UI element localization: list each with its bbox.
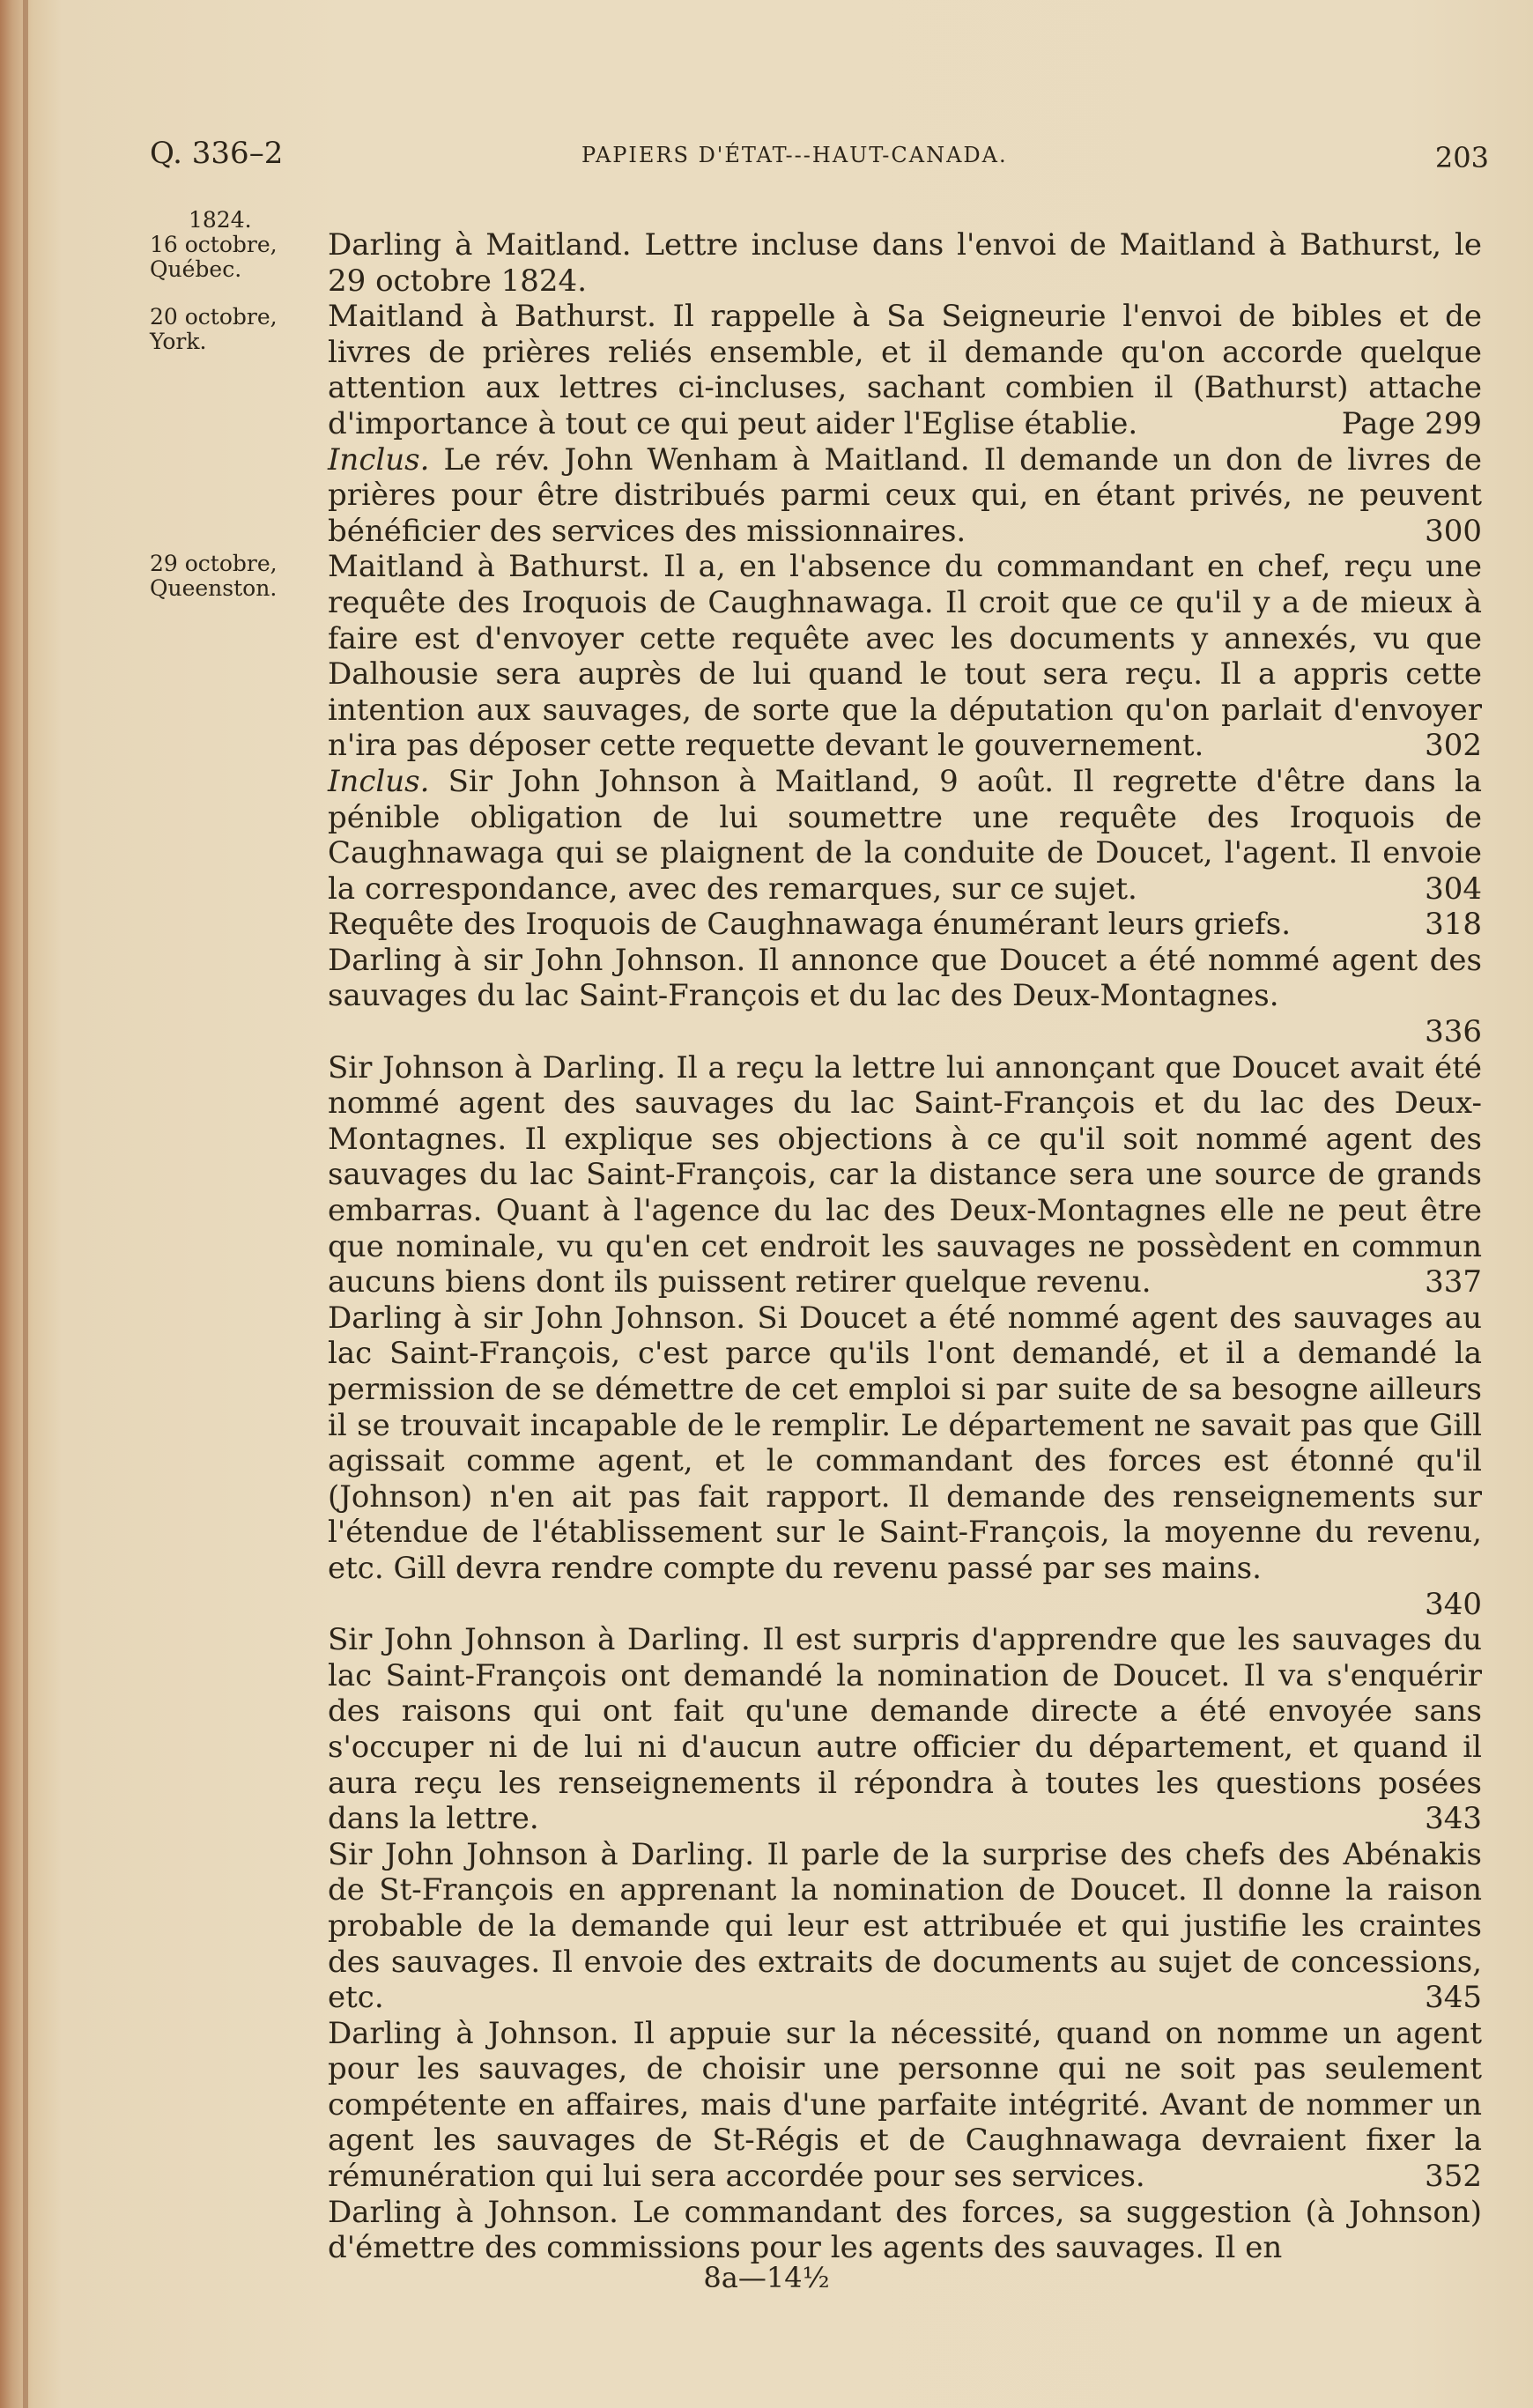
entry-text: Maitland à Bathurst. Il rappelle à Sa Seigneurie l'envoi de bibles et de livres de prières reliés ensemble, et il demande qu'on accorde quelque attention aux lettres ci-incluses, sachant combien il (Bathurst) attache d'importance à tout ce qui peut aider l'Eglise établie.: [328, 299, 1482, 441]
calendar-entry: [328, 1050, 1482, 1300]
entry-text: Maitland à Bathurst. Il a, en l'absence du commandant en chef, reçu une requête des Iroquois de Caughnawaga. Il croit que ce qu'il y a de mieux à faire est d'envoyer cette requête avec les documents y annexés, vu que Dalhousie sera auprès de lui quand le tout sera reçu. Il a appris cette intention aux sauvages, de sorte que la députation qu'on parlait d'envoyer n'ira pas déposer cette requette devant le gouvernement.: [328, 549, 1482, 764]
entry-page: 343: [1425, 1801, 1482, 1837]
calendar-entry: [328, 2195, 1482, 2266]
margin-note: [150, 305, 317, 354]
entry-text: Requête des Iroquois de Caughnawaga énumérant leurs griefs.: [328, 907, 1291, 943]
margin-date: 20 octobre,: [150, 304, 278, 330]
entry-label: Inclus.: [328, 763, 430, 799]
calendar-entry: [328, 907, 1482, 943]
document-body: [328, 227, 1482, 2266]
entry-page: 352: [1425, 2159, 1482, 2195]
entry-text: Darling à Maitland. Lettre incluse dans l'envoi de Maitland à Bathurst, le 29 octobre 1824.: [328, 227, 1482, 299]
calendar-entry: [328, 227, 1482, 299]
entry-text: Darling à sir John Johnson. Il annonce que Doucet a été nommé agent des sauvages du lac Saint-François et du lac des Deux-Montagnes.: [328, 942, 1482, 1014]
page-header: [150, 132, 1489, 176]
margin-year: 1824.: [189, 207, 252, 233]
calendar-entry: [328, 442, 1482, 550]
binding-spine: [23, 0, 28, 2408]
margin-note: [150, 552, 317, 601]
calendar-entry: [328, 764, 1482, 907]
entry-text: Sir John Johnson à Darling. Il est surpris d'apprendre que les sauvages du lac Saint-François ont demandé la nomination de Doucet. Il va s'enquérir des raisons qui ont fait qu'une demande directe a été envoyée sans s'occuper ni de lui ni d'aucun autre officier du département, et quand il aura reçu les renseignements il répondra à toutes les questions posées dans la lettre.: [328, 1622, 1482, 1837]
calendar-entry: [328, 1300, 1482, 1587]
entry-page: 340: [1425, 1586, 1482, 1622]
entry-page: 304: [1425, 871, 1482, 907]
margin-date: 16 octobre,: [150, 232, 278, 257]
page-number: 203: [1434, 141, 1489, 174]
entry-page: 337: [1425, 1264, 1482, 1300]
entry-page: 345: [1425, 1980, 1482, 2016]
running-title: PAPIERS D'ÉTAT---HAUT-CANADA.: [581, 143, 1008, 167]
entry-text: Le rév. John Wenham à Maitland. Il demande un don de livres de prières pour être distribués parmi ceux qui, en étant privés, ne peuvent bénéficier des services des missionnaires.: [328, 441, 1482, 549]
entry-text: Darling à Johnson. Le commandant des forces, sa suggestion (à Johnson) d'émettre des commissions pour les agents des sauvages. Il en: [328, 2194, 1482, 2266]
calendar-entry: [328, 1837, 1482, 2016]
calendar-entry: [328, 2016, 1482, 2195]
entry-text: Sir Johnson à Darling. Il a reçu la lettre lui annonçant que Doucet avait été nommé agent des sauvages du lac Saint-François et du lac des Deux-Montagnes. Il explique ses objections à ce qu'il soit nommé agent des sauvages du lac Saint-François, car la distance sera une source de grands embarras. Quant à l'agence du lac des Deux-Montagnes elle ne peut être que nominale, vu qu'en cet endroit les sauvages ne possèdent en commun aucuns biens dont ils puissent retirer quelque revenu.: [328, 1049, 1482, 1300]
entry-page: 300: [1425, 513, 1482, 549]
margin-place: Queenston.: [150, 575, 278, 601]
entry-text: Sir John Johnson à Darling. Il parle de la surprise des chefs des Abénakis de St-François en apprenant la nomination de Doucet. Il donne la raison probable de la demande qui leur est attribuée et qui justifie les craintes des sauvages. Il envoie des extraits de documents au sujet de concessions, etc.: [328, 1836, 1482, 2016]
entry-page: 302: [1425, 728, 1482, 764]
margin-date: 29 octobre,: [150, 551, 278, 576]
calendar-entry: [328, 943, 1482, 1014]
entry-text: Sir John Johnson à Maitland, 9 août. Il regrette d'être dans la pénible obligation de lui soumettre une requête des Iroquois de Caughnawaga qui se plaignent de la conduite de Doucet, l'agent. Il envoie la correspondance, avec des remarques, sur ce sujet.: [328, 763, 1483, 907]
entry-text: Darling à sir John Johnson. Si Doucet a été nommé agent des sauvages au lac Saint-François, c'est parce qu'ils l'ont demandé, et il a demandé la permission de se démettre de cet emploi si par suite de sa besogne ailleurs il se trouvait incapable de le remplir. Le département ne savait pas que Gill agissait comme agent, et le commandant des forces est étonné qu'il (Johnson) n'en ait pas fait rapport. Il demande des renseignements sur l'étendue de l'établissement sur le Saint-François, la moyenne du revenu, etc. Gill devra rendre compte du revenu passé par ses mains.: [328, 1300, 1482, 1586]
entry-label: Inclus.: [328, 441, 430, 478]
entry-text: Darling à Johnson. Il appuie sur la nécessité, quand on nomme un agent pour les sauvages, de choisir une personne qui ne soit pas seulement compétente en affaires, mais d'une parfaite intégrité. Avant de nommer un agent les sauvages de St-Régis et de Caughnawaga devraient fixer la rémunération qui lui sera accordée pour ses services.: [328, 2015, 1482, 2195]
calendar-entry: [328, 1622, 1482, 1837]
calendar-entry: [328, 299, 1482, 441]
calendar-entry: [328, 549, 1482, 764]
margin-place: Québec.: [150, 256, 242, 282]
margin-note: [150, 208, 317, 282]
signature-mark: 8a—14½: [703, 2261, 830, 2294]
entry-page: 336: [1425, 1014, 1482, 1050]
archive-reference: Q. 336–2: [150, 136, 284, 171]
entry-page: 318: [1425, 907, 1482, 943]
entry-page: Page 299: [1341, 405, 1482, 441]
margin-place: York.: [150, 329, 207, 354]
